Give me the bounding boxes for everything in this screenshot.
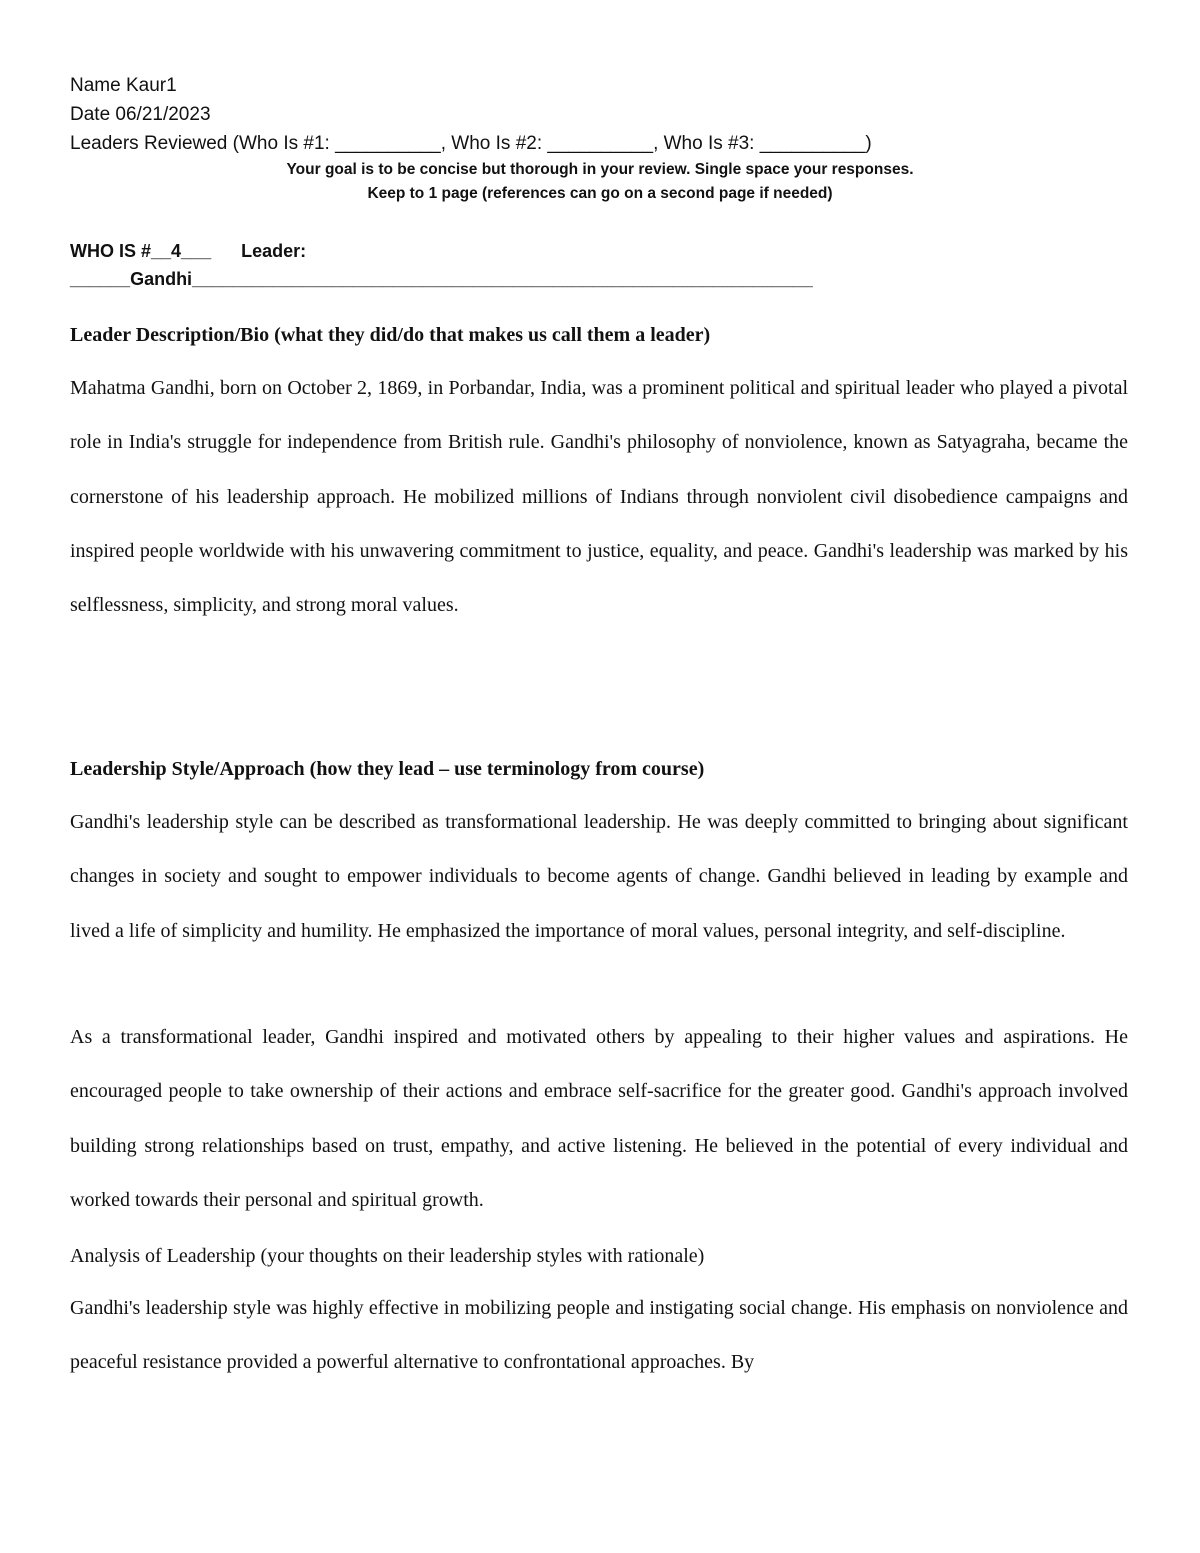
description-heading: Leader Description/Bio (what they did/do that makes us call them a leader) xyxy=(70,324,711,346)
name-line: Name Kaur1 xyxy=(70,75,177,96)
who-is-line: WHO IS #__4___ Leader: xyxy=(70,241,307,261)
analysis-paragraph: Gandhi's leadership style was highly effective in mobilizing people and instigating social change. His emphasis on nonviolence and peaceful resistance provided a powerful alternative to confrontational approaches. By xyxy=(70,1297,1128,1374)
instructions-line-2: Keep to 1 page (references can go on a second page if needed) xyxy=(367,185,833,202)
leaders-reviewed-line: Leaders Reviewed (Who Is #1: __________, Who Is #2: __________, Who Is #3: __________) xyxy=(70,133,872,154)
style-paragraph-2: As a transformational leader, Gandhi inspired and motivated others by appealing to their higher values and aspirations. He encouraged people to take ownership of their actions and embrace self-sacrifice for the greater good. Gandhi's approach involved building strong relationships based on trust, empathy, and active listening. He believed in the potential of every individual and worked towards their personal and spiritual growth. xyxy=(70,1026,1128,1211)
leader-name-line: ______Gandhi______________________________________________________________ xyxy=(70,269,813,289)
date-line: Date 06/21/2023 xyxy=(70,104,211,125)
style-paragraph-1: Gandhi's leadership style can be described as transformational leadership. He was deeply committed to bringing about significant changes in society and sought to empower individuals to become agents of change. Gandhi believed in leading by example and lived a life of simplicity and humility. He emphasized the importance of moral values, personal integrity, and self-discipline. xyxy=(70,811,1128,942)
description-paragraph: Mahatma Gandhi, born on October 2, 1869, in Porbandar, India, was a prominent political and spiritual leader who played a pivotal role in India's struggle for independence from British rule. Gandhi's philosophy of nonviolence, known as Satyagraha, became the cornerstone of his leadership approach. He mobilized millions of Indians through nonviolent civil disobedience campaigns and inspired people worldwide with his unwavering commitment to justice, equality, and peace. Gandhi's leadership was marked by his selflessness, simplicity, and strong moral values. xyxy=(70,377,1128,617)
analysis-heading: Analysis of Leadership (your thoughts on their leadership styles with rationale) xyxy=(70,1245,705,1267)
style-heading: Leadership Style/Approach (how they lead – use terminology from course) xyxy=(70,758,705,780)
instructions-line-1: Your goal is to be concise but thorough in your review. Single space your responses. xyxy=(286,161,914,178)
